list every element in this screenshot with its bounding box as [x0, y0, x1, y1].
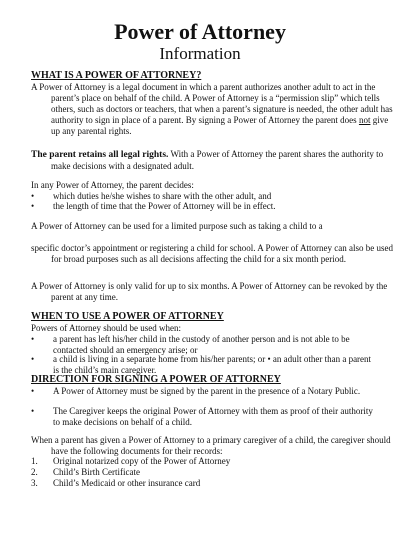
intro-text-b: give up any parental rights.	[51, 115, 389, 136]
valid-paragraph: A Power of Attorney is only valid for up to six months. A Power of Attorney can be revoked by the parent at any time.	[31, 281, 388, 302]
list-item-text: a child is living in a separate home from his/her parents; or • an adult other than a parent is the child’s main caregiver.	[53, 354, 372, 375]
decides-intro: In any Power of Attorney, the parent decides:	[31, 180, 194, 190]
list-item-text: Child’s Birth Certificate	[53, 467, 140, 477]
section-heading-direction: DIRECTION FOR SIGNING A POWER OF ATTORNEY	[31, 374, 281, 385]
bullet-icon: •	[31, 386, 35, 396]
broad-purpose-paragraph: specific doctor’s appointment or registering a child for school. A Power of Attorney can also be used for broad purposes such as all decisions affecting the child for a six month period.	[31, 243, 393, 264]
list-item-text: Child’s Medicaid or other insurance card	[53, 478, 201, 488]
list-item-text: The Caregiver keeps the original Power of Attorney with them as proof of their authority to make decisions on behalf of a child.	[53, 406, 373, 427]
list-number: 3.	[31, 478, 38, 488]
bullet-icon: •	[31, 354, 35, 364]
intro-text-not: not	[358, 115, 371, 125]
section-heading-what-is: WHAT IS A POWER OF ATTORNEY?	[31, 70, 202, 81]
bullet-icon: •	[31, 201, 35, 211]
list-item-text: a parent has left his/her child in the custody of another person and is not able to be contacted should an emergency arise; or	[53, 334, 350, 355]
bullet-icon: •	[31, 334, 35, 344]
retains-rest-text: With a Power of Attorney the parent shares the authority to make decisions with a designated adult.	[51, 149, 384, 171]
retains-bold-text: The parent retains all legal rights.	[31, 150, 169, 160]
when-intro: Powers of Attorney should be used when:	[31, 323, 181, 333]
limited-purpose-line: A Power of Attorney can be used for a limited purpose such as taking a child to a	[31, 221, 323, 231]
bullet-icon: •	[31, 191, 35, 201]
intro-paragraph	[31, 82, 396, 137]
list-number: 1.	[31, 456, 38, 466]
list-item-text: A Power of Attorney must be signed by the parent in the presence of a Notary Public.	[53, 386, 361, 396]
list-item-text: the length of time that the Power of Attorney will be in effect.	[53, 201, 276, 211]
page-title: Power of Attorney	[114, 19, 286, 44]
retains-paragraph	[31, 149, 396, 172]
intro-text-a: A Power of Attorney is a legal document in which a parent authorizes another adult to act in the parent’s place on behalf of the child. A Power of Attorney is a “permission slip” which tells others, such as doctors or teachers, that when a parent’s signature is needed, the other adult has authority to sign in place of a parent. By signing a Power of Attorney the parent does	[31, 82, 393, 125]
section-heading-when-to-use: WHEN TO USE A POWER OF ATTORNEY	[31, 311, 224, 322]
bullet-icon: •	[31, 406, 35, 416]
list-item-text: which duties he/she wishes to share with the other adult, and	[53, 191, 272, 201]
list-item-text: Original notarized copy of the Power of Attorney	[53, 456, 231, 466]
primary-caregiver-paragraph: When a parent has given a Power of Attorney to a primary caregiver of a child, the caregiver should have the following documents for their records:	[31, 435, 391, 456]
page-subtitle: Information	[159, 44, 241, 63]
list-number: 2.	[31, 467, 38, 477]
